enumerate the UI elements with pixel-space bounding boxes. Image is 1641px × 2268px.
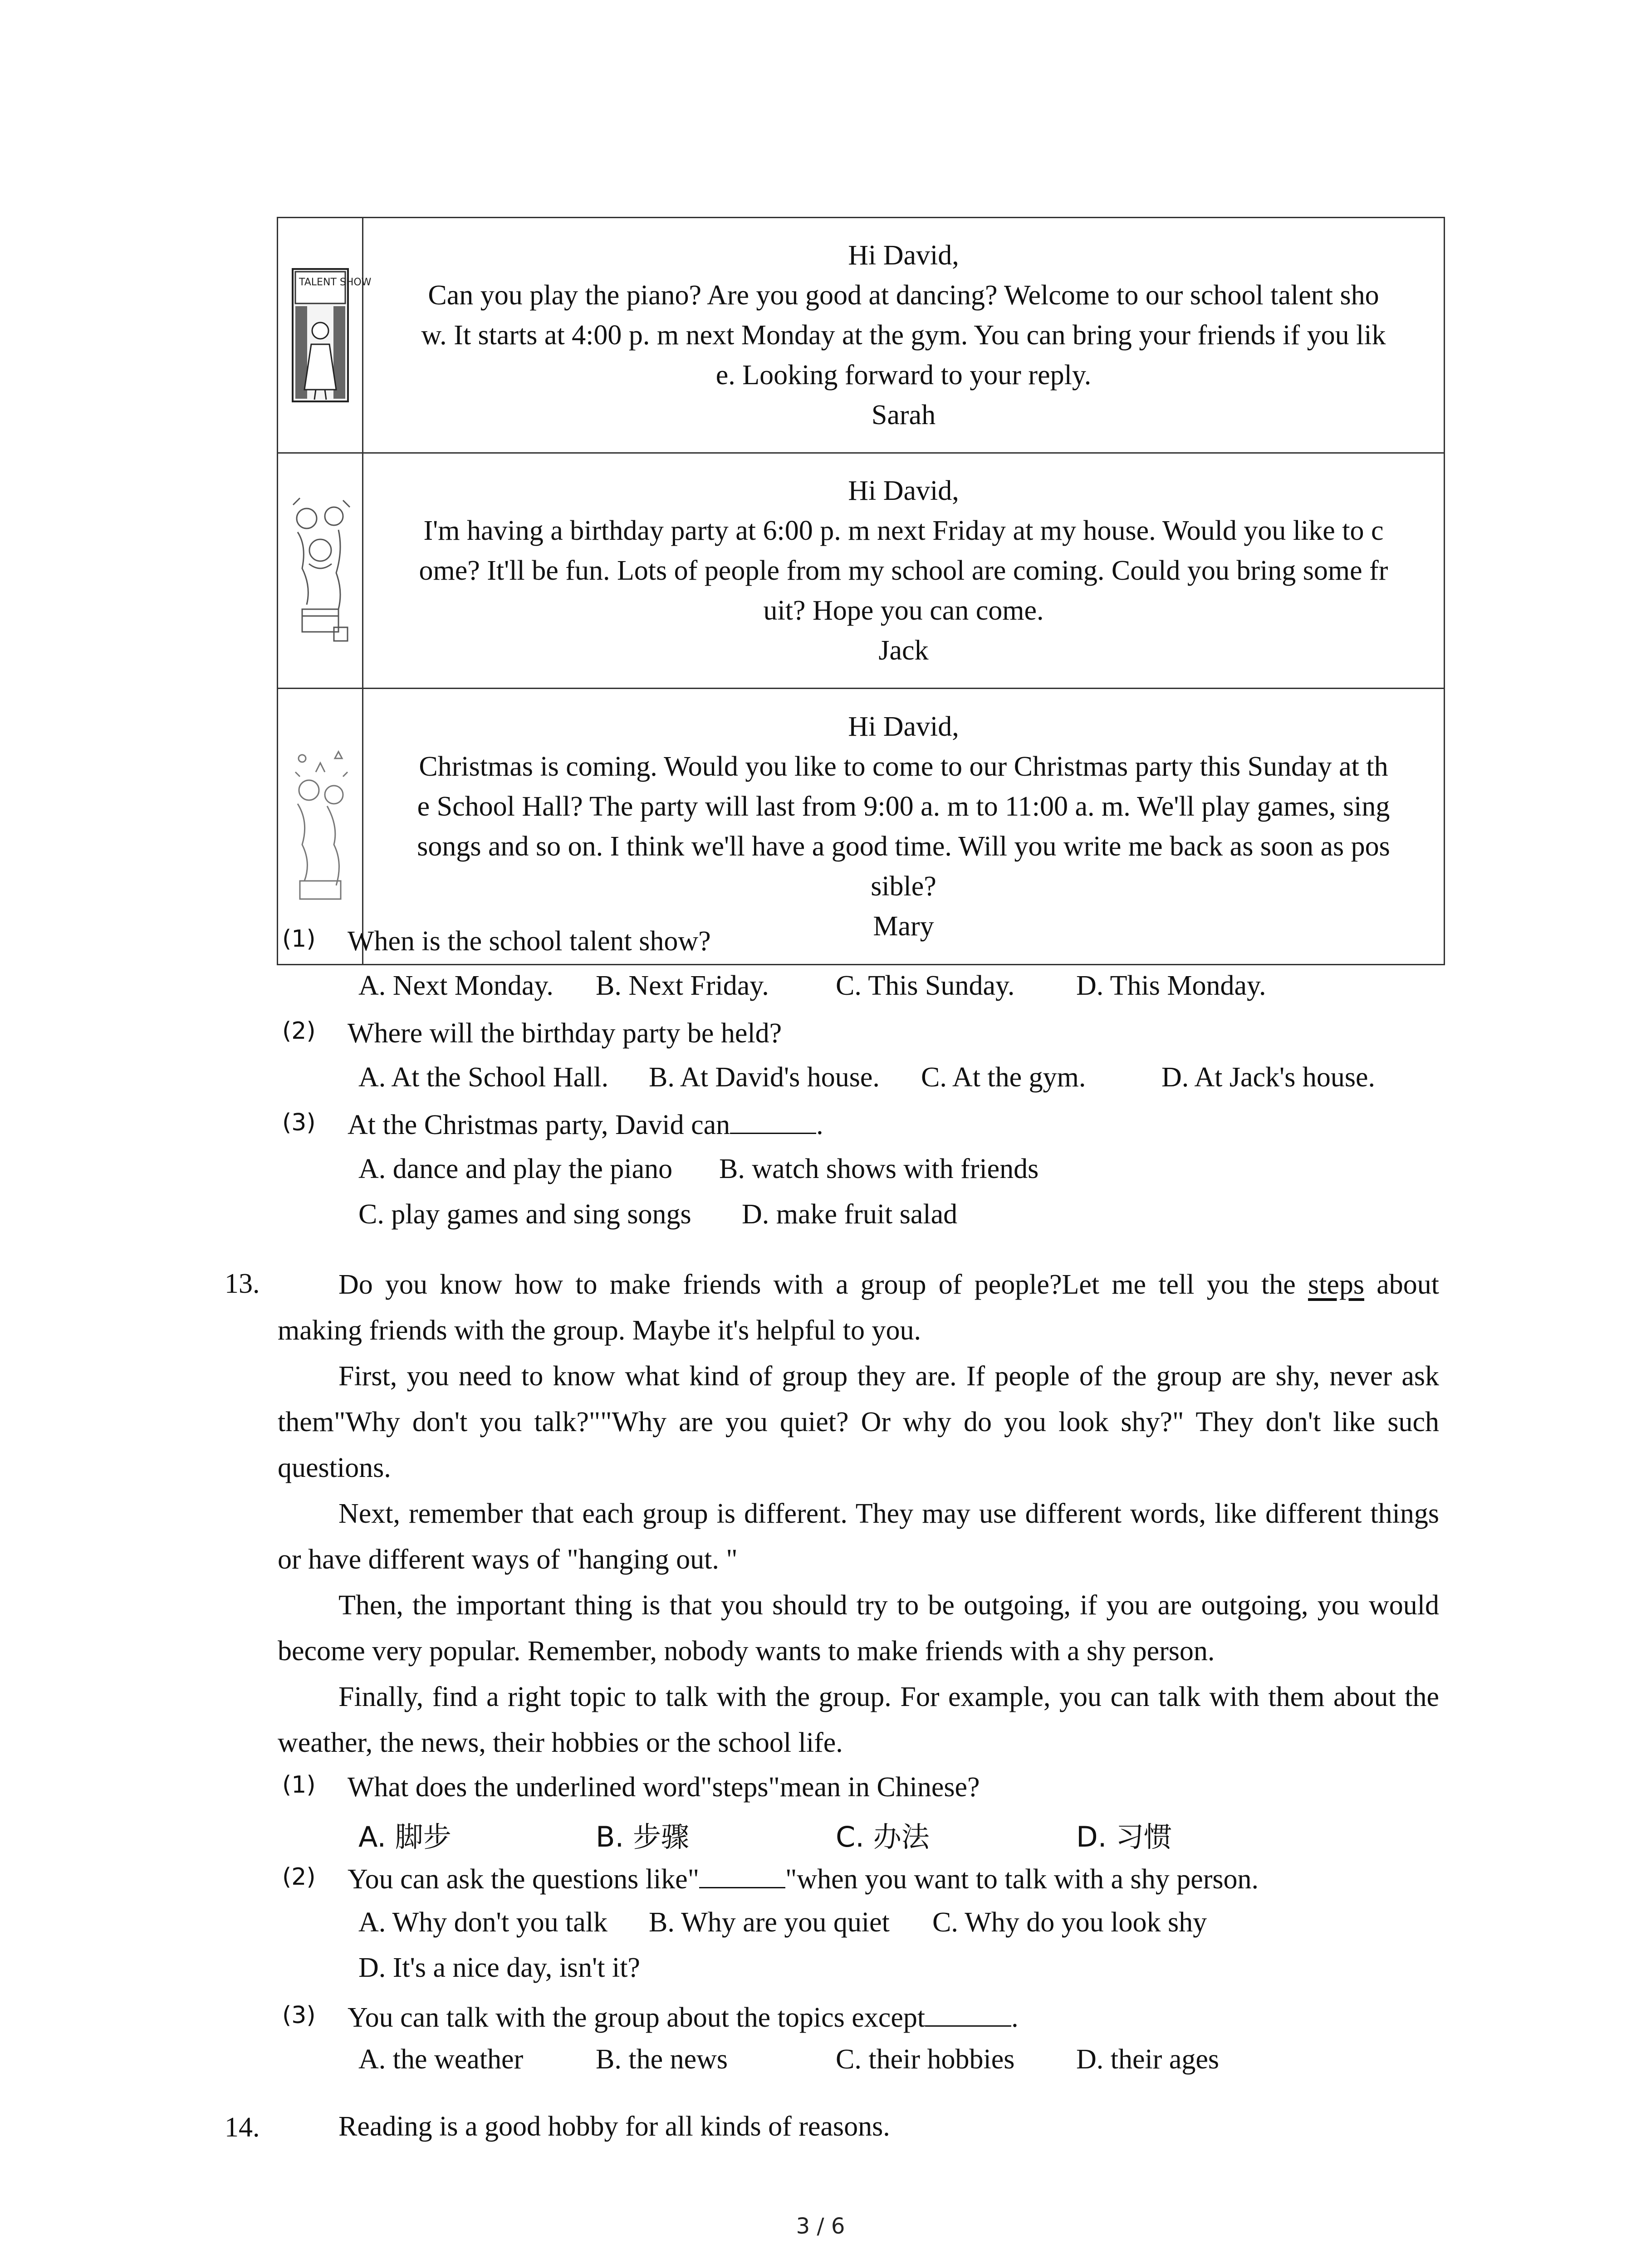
option-a: A. At the School Hall. bbox=[358, 1062, 609, 1093]
passage-text: Then, the important thing is that you should try to be outgoing, if you are outgoing, you would become very popular. Remember, nobody wants to make friends with a shy person. bbox=[278, 1590, 1439, 1667]
invitation-image-cell bbox=[278, 218, 371, 453]
option-b: B. watch shows with friends bbox=[719, 1154, 1039, 1184]
invitation-body-line: uit? Hope you can come. bbox=[763, 595, 1044, 626]
invitation-greeting: Hi David, bbox=[848, 475, 959, 506]
passage-paragraph-1 bbox=[278, 1262, 1439, 1354]
answer-blank bbox=[730, 1128, 816, 1134]
invitation-body-line: songs and so on. I think we'll have a good time. Will you write me back as soon as pos bbox=[417, 831, 1390, 862]
option-b: B. the news bbox=[596, 2044, 728, 2075]
answer-blank bbox=[699, 1882, 785, 1888]
question-13-number: 13. bbox=[225, 1268, 260, 1299]
option-d: D. their ages bbox=[1076, 2044, 1220, 2075]
question-number: (3) bbox=[282, 2002, 316, 2029]
option-d: D. It's a nice day, isn't it? bbox=[358, 1952, 640, 1983]
option-a: A. 脚步 bbox=[358, 1820, 451, 1853]
question-text: Where will the birthday party be held? bbox=[348, 1018, 782, 1049]
question-text: What does the underlined word"steps"mean in Chinese? bbox=[348, 1772, 980, 1803]
passage-text: about making friends with the group. Maybe it's helpful to you. bbox=[278, 1269, 1439, 1346]
option-c: C. 办法 bbox=[836, 1820, 930, 1853]
option-a: A. Why don't you talk bbox=[358, 1907, 608, 1938]
passage-paragraph-3 bbox=[278, 1491, 1439, 1583]
option-c: C. At the gym. bbox=[921, 1062, 1086, 1093]
invitation-body-line: ome? It'll be fun. Lots of people from my school are coming. Could you bring some fr bbox=[419, 555, 1388, 586]
option-c: C. This Sunday. bbox=[836, 970, 1015, 1001]
question-14-text: Reading is a good hobby for all kinds of reasons. bbox=[338, 2111, 890, 2142]
question-text: When is the school talent show? bbox=[348, 926, 711, 957]
invitation-body-line: I'm having a birthday party at 6:00 p. m next Friday at my house. Would you like to c bbox=[423, 515, 1384, 546]
passage-paragraph-4 bbox=[278, 1583, 1439, 1674]
option-b: B. Why are you quiet bbox=[649, 1907, 890, 1938]
question-text bbox=[348, 1999, 1019, 2036]
option-d: D. 习惯 bbox=[1076, 1820, 1172, 1853]
invitation-body-line: e. Looking forward to your reply. bbox=[715, 360, 1092, 391]
passage-text: Next, remember that each group is different. They may use different words, like different things or have different ways of "hanging out. " bbox=[278, 1498, 1439, 1575]
option-a: A. Next Monday. bbox=[358, 970, 554, 1001]
option-a: A. dance and play the piano bbox=[358, 1154, 673, 1184]
passage-text: Finally, find a right topic to talk with the group. For example, you can talk with them about the weather, the news, their hobbies or the school life. bbox=[278, 1681, 1439, 1758]
passage-paragraph-2 bbox=[278, 1354, 1439, 1491]
question-text bbox=[348, 1107, 823, 1143]
passage-text: Do you know how to make friends with a group of people?Let me tell you the bbox=[338, 1269, 1308, 1300]
question-text-after: . bbox=[1011, 2002, 1019, 2033]
question-number: (2) bbox=[282, 1017, 316, 1045]
question-text-after: "when you want to talk with a shy person. bbox=[785, 1864, 1259, 1895]
invitation-image-cell bbox=[278, 453, 363, 689]
question-14-number: 14. bbox=[225, 2112, 260, 2143]
invitation-signature: Sarah bbox=[871, 400, 936, 430]
invitation-body-line: Christmas is coming. Would you like to come to our Christmas party this Sunday at th bbox=[419, 751, 1388, 782]
question-text-before: You can talk with the group about the topics except bbox=[348, 2002, 926, 2033]
option-d: D. make fruit salad bbox=[742, 1199, 958, 1230]
option-c: C. their hobbies bbox=[836, 2044, 1015, 2075]
birthday-party-icon bbox=[289, 496, 352, 645]
option-c: C. Why do you look shy bbox=[932, 1907, 1207, 1938]
invitation-row-sarah bbox=[278, 218, 1445, 453]
invitation-greeting: Hi David, bbox=[848, 240, 959, 271]
underlined-word: steps bbox=[1308, 1269, 1364, 1300]
option-b: B. Next Friday. bbox=[596, 970, 769, 1001]
invitation-signature: Mary bbox=[873, 911, 934, 942]
option-b: B. 步骤 bbox=[596, 1820, 689, 1853]
option-b: B. At David's house. bbox=[649, 1062, 880, 1093]
question-number: (1) bbox=[282, 925, 316, 953]
invitation-body-line: Can you play the piano? Are you good at dancing? Welcome to our school talent sho bbox=[428, 280, 1379, 311]
option-d: D. This Monday. bbox=[1076, 970, 1266, 1001]
page-number: 3 / 6 bbox=[796, 2214, 845, 2239]
passage-paragraph-5 bbox=[278, 1674, 1439, 1766]
invitation-message-sarah bbox=[363, 218, 1445, 453]
invitation-greeting: Hi David, bbox=[848, 711, 959, 742]
question-text-before: At the Christmas party, David can bbox=[348, 1110, 730, 1140]
invitations-table bbox=[277, 217, 1445, 965]
question-number: (2) bbox=[282, 1863, 316, 1891]
invitation-signature: Jack bbox=[878, 635, 929, 666]
option-d: D. At Jack's house. bbox=[1161, 1062, 1375, 1093]
invitation-row-jack bbox=[278, 453, 1445, 689]
invitation-body-line: e School Hall? The party will last from 9:00 a. m to 11:00 a. m. We'll play games, sing bbox=[417, 791, 1390, 822]
option-c: C. play games and sing songs bbox=[358, 1199, 691, 1230]
question-number: (3) bbox=[282, 1109, 316, 1136]
invitation-body-line: sible? bbox=[871, 871, 936, 902]
answer-blank bbox=[925, 2021, 1011, 2027]
passage-text: First, you need to know what kind of group they are. If people of the group are shy, never ask them"Why don't you talk?""Why are you quiet? Or why do you look shy?" They don't like such questions. bbox=[278, 1361, 1439, 1483]
invitation-body-line: w. It starts at 4:00 p. m next Monday at the gym. You can bring your friends if you lik bbox=[421, 320, 1386, 351]
question-text-before: You can ask the questions like" bbox=[348, 1864, 699, 1895]
invitation-message-jack bbox=[363, 453, 1445, 689]
question-text-after: . bbox=[816, 1110, 823, 1140]
question-text bbox=[348, 1861, 1259, 1897]
option-a: A. the weather bbox=[358, 2044, 524, 2075]
christmas-party-icon bbox=[289, 745, 352, 908]
poster-sign-text: TALENT SHOW bbox=[299, 277, 371, 288]
talent-show-poster-icon bbox=[291, 267, 371, 403]
question-number: (1) bbox=[282, 1771, 316, 1799]
